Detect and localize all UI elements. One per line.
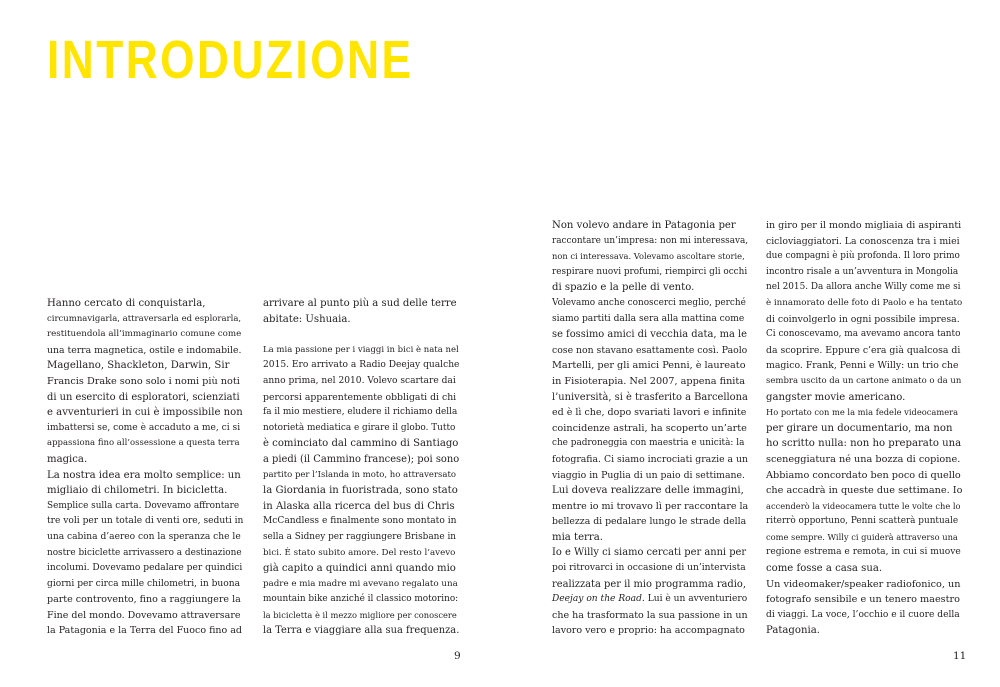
text-line: mountain bike anziché il classico motorino: [263, 594, 459, 605]
text-line: già capito a quindici anni quando mio [263, 563, 456, 575]
text-line: giorni per circa mille chilometri, in buona [47, 578, 241, 589]
page-number-right: 11 [953, 650, 967, 662]
text-line: Patagonia. [766, 625, 820, 637]
text-line: abitate: Ushuaia. [263, 313, 351, 325]
text-line: Deejay on the Road. Lui è un avventuriero [552, 594, 748, 605]
text-line: a piedi (il Cammino francese); poi sono [263, 453, 460, 465]
text-line: Non volevo andare in Patagonia per [552, 220, 736, 231]
text-line: Ho portato con me la mia fedele videocamera [766, 407, 959, 418]
text-line: gangster movie americano. [766, 391, 906, 403]
text-line: di un esercito di esploratori, scienziati [47, 391, 240, 403]
text-line: riterrò opportuno, Penni scatterà puntuale [766, 516, 959, 527]
text-line: Francis Drake sono solo i nomi più noti [47, 375, 240, 387]
text-line: Fine del mondo. Dovevamo attraversare [47, 609, 241, 621]
text-line: anno prima, nel 2010. Volevo scartare dai [263, 375, 456, 386]
text-line: in giro per il mondo migliaia di aspiranti [766, 220, 962, 231]
text-line: Un videomaker/speaker radiofonico, un [766, 578, 961, 590]
text-line: realizzata per il mio programma radio, [552, 578, 746, 590]
text-line: non ci interessava. Volevamo ascoltare storie, [552, 251, 745, 262]
text-line: La nostra idea era molto semplice: un [47, 469, 241, 481]
text-line: accenderò la videocamera tutte le volte che lo [766, 500, 961, 511]
text-line: Io e Willy ci siamo cercati per anni per [552, 547, 747, 559]
text-line: bellezza di pedalare lungo le strade della [552, 516, 747, 528]
text-line: magico. Frank, Penni e Willy: un trio che [766, 360, 959, 372]
text-line: nel 2015. Da allora anche Willy come me si [766, 282, 961, 293]
text-column-3 [552, 218, 748, 639]
text-line: fotografo sensibile e un tenero maestro [766, 594, 961, 606]
text-line: Hanno cercato di conquistarla, [47, 298, 206, 309]
text-line: è innamorato delle foto di Paolo e ha tentato [766, 297, 963, 308]
text-line: tre voli per un totale di venti ore, seduti in [47, 516, 244, 527]
text-line: che accadrà in queste due settimane. Io [766, 485, 963, 497]
text-line: la Giordania in fuoristrada, sono stato [263, 485, 458, 497]
text-line: Semplice sulla carta. Dovevamo affrontare [47, 500, 240, 511]
text-line: che padroneggia con maestria e unicità: la [552, 438, 745, 449]
text-line: che ha trasformato la sua passione in un [552, 609, 748, 621]
text-line: ed è lì che, dopo svariati lavori e infinite [552, 407, 747, 419]
text-line: due compagni è più profonda. Il loro primo [766, 251, 960, 262]
chapter-title: INTRODUZIONE [47, 30, 414, 90]
text-line: per girare un documentario, ma non [766, 422, 953, 434]
text-line: di viaggi. La voce, l’occhio e il cuore della [766, 609, 960, 620]
text-line: sella a Sidney per raggiungere Brisbane in [263, 531, 456, 542]
text-line: arrivare al punto più a sud delle terre [263, 298, 457, 309]
text-line: fotografia. Ci siamo incrociati grazie a un [552, 453, 748, 465]
text-line: in Fisioterapia. Nel 2007, appena finita [552, 375, 746, 387]
text-line: circumnavigarla, attraversarla ed esplorarla, [47, 313, 242, 324]
text-line: da scoprire. Eppure c’era già qualcosa di [766, 344, 961, 356]
text-line: magica. [47, 453, 88, 465]
text-line: cicloviaggiatori. La conoscenza tra i miei [766, 235, 960, 247]
text-line: La mia passione per i viaggi in bici è nata nel [263, 344, 459, 355]
text-line: Lui doveva realizzare delle immagini, [552, 485, 744, 497]
text-line: una terra magnetica, ostile e indomabile. [47, 344, 242, 356]
text-line: regione estrema e remota, in cui si muove [766, 547, 961, 558]
text-line: Magellano, Shackleton, Darwin, Sir [47, 360, 230, 372]
text-line: 2015. Ero arrivato a Radio Deejay qualche [263, 360, 460, 371]
text-line: sembra uscito da un cartone animato o da un [766, 375, 962, 386]
text-line: percorsi apparentemente obbligati di chi [263, 391, 457, 403]
text-line: padre e mia madre mi avevano regalato una [263, 578, 458, 589]
text-line: imbattersi se, come è accaduto a me, ci si [47, 422, 241, 433]
text-line: viaggio in Puglia di un paio di settimane. [552, 469, 745, 481]
text-line: bici. È stato subito amore. Del resto l’avevo [263, 547, 456, 558]
text-line: nostre biciclette arrivassero a destinazione [47, 547, 242, 558]
text-line: Martelli, per gli amici Penni, è laureato [552, 360, 746, 372]
text-line: parte controvento, fino a raggiungere la [47, 594, 241, 606]
text-column-1 [47, 296, 243, 639]
text-line: una cabina d’aereo con la speranza che le [47, 531, 241, 542]
text-line: partito per l’Islanda in moto, ho attraversato [263, 469, 456, 480]
text-line: siamo partiti dalla sera alla mattina come [552, 313, 745, 324]
text-line: coincidenze astrali, ha scoperto un’arte [552, 422, 747, 434]
text-line: di coinvolgerlo in ogni possibile impresa. [766, 313, 960, 325]
text-line: mia terra. [552, 531, 603, 543]
text-line: lavoro vero e proprio: ha accompagnato [552, 625, 745, 637]
text-line: incontro risale a un’avventura in Mongolia [766, 266, 959, 277]
text-line: sceneggiatura né una bozza di copione. [766, 453, 961, 465]
text-line: respirare nuovi profumi, riempirci gli occhi [552, 266, 748, 277]
text-line: notorietà mediatica e girare il globo. Tutto [263, 422, 456, 433]
text-line: ho scritto nulla: non ho preparato una [766, 438, 962, 450]
text-line: restituendola all’immaginario comune come [47, 329, 242, 340]
text-line: McCandless e finalmente sono montato in [263, 516, 457, 527]
paragraph-gap [263, 327, 459, 343]
text-line: la Terra e viaggiare alla sua frequenza. [263, 625, 460, 637]
text-line: come sempre. Willy ci guiderà attraverso una [766, 531, 958, 542]
text-line: di spazio e la pelle di vento. [552, 282, 695, 294]
program-title: Deejay on the Road [552, 594, 642, 605]
text-line: mentre io mi trovavo lì per raccontare la [552, 500, 749, 512]
text-line: appassiona fino all’ossessione a questa terra [47, 438, 240, 449]
text-line: Abbiamo concordato ben poco di quello [766, 469, 961, 481]
text-line: l’università, si è trasferito a Barcellona [552, 391, 748, 403]
page-number-left: 9 [454, 650, 461, 662]
text-line: come fosse a casa sua. [766, 563, 883, 575]
text-line: se fossimo amici di vecchia data, ma le [552, 329, 748, 341]
text-line: Volevamo anche conoscerci meglio, perché [552, 297, 746, 308]
text-line: e avventurieri in cui è impossibile non [47, 407, 243, 419]
text-line: poi ritrovarci in occasione di un’intervista [552, 563, 746, 574]
text-column-2 [263, 296, 459, 639]
text-line: la Patagonia e la Terra del Fuoco fino ad [47, 625, 243, 637]
text-column-4 [766, 218, 962, 639]
text-line: è cominciato dal cammino di Santiago [263, 438, 459, 450]
text-line: Ci conoscevamo, ma avevamo ancora tanto [766, 329, 961, 340]
text-line: in Alaska alla ricerca del bus di Chris [263, 500, 455, 512]
text-line: cose non stavano esattamente così. Paolo [552, 344, 748, 356]
text-line: migliaio di chilometri. In bicicletta. [47, 485, 228, 497]
text-line: raccontare un’impresa: non mi interessava, [552, 235, 749, 246]
text-line: la bicicletta è il mezzo migliore per conoscere [263, 609, 457, 620]
text-line: fa il mio mestiere, eludere il richiamo della [263, 407, 458, 418]
text-line: incolumi. Dovevamo pedalare per quindici [47, 563, 243, 574]
